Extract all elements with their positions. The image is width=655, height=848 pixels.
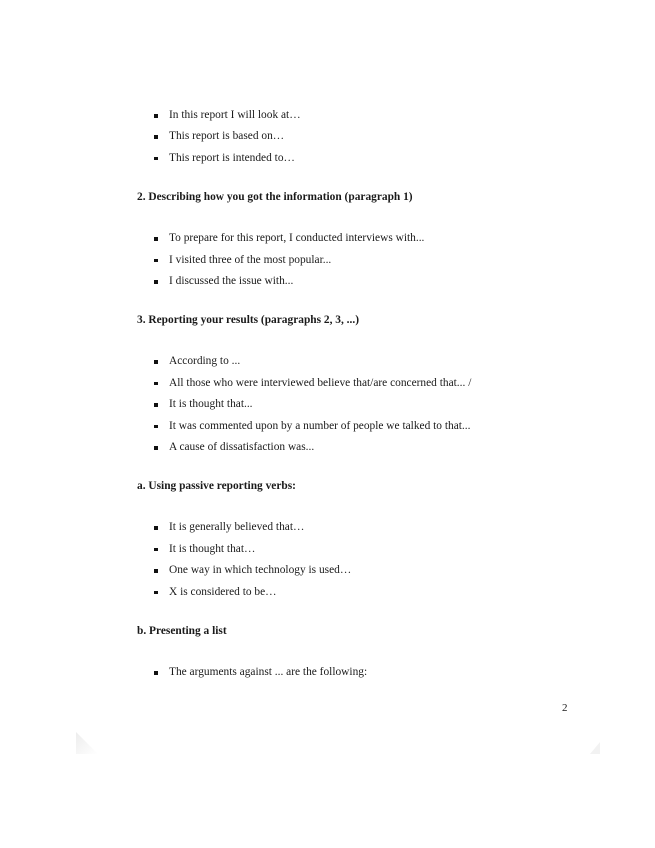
- page-corner-shadow: [590, 742, 600, 754]
- section-heading-presenting-list: b. Presenting a list: [137, 625, 227, 638]
- list-item: It is generally believed that…: [154, 517, 577, 538]
- list-item: It was commented upon by a number of people we talked to that...: [154, 416, 577, 437]
- list-item: I visited three of the most popular...: [154, 250, 577, 271]
- list-item: All those who were interviewed believe that/are concerned that... /: [154, 373, 577, 394]
- list-item: According to ...: [154, 351, 577, 372]
- intro-list: [137, 105, 577, 169]
- results-list: [137, 351, 577, 458]
- list-item: One way in which technology is used…: [154, 560, 577, 581]
- passive-verbs-list: [137, 517, 577, 603]
- list-item: In this report I will look at…: [154, 105, 577, 126]
- list-item: A cause of dissatisfaction was...: [154, 437, 577, 458]
- list-item: To prepare for this report, I conducted interviews with...: [154, 228, 577, 249]
- list-item: It is thought that...: [154, 394, 577, 415]
- list-item: I discussed the issue with...: [154, 271, 577, 292]
- list-item: This report is intended to…: [154, 148, 577, 169]
- section-heading-passive-verbs: a. Using passive reporting verbs:: [137, 480, 296, 493]
- list-item: It is thought that…: [154, 539, 577, 560]
- list-item: The arguments against ... are the following:: [154, 662, 577, 683]
- information-list: [137, 228, 577, 292]
- section-heading-information: 2. Describing how you got the information (paragraph 1): [137, 191, 413, 204]
- list-item: X is considered to be…: [154, 582, 577, 603]
- presenting-list: [137, 662, 577, 683]
- page-curl-shadow: [76, 732, 98, 754]
- section-heading-results: 3. Reporting your results (paragraphs 2, 3, ...): [137, 314, 360, 327]
- page-number: 2: [562, 702, 568, 714]
- list-item: This report is based on…: [154, 126, 577, 147]
- page-content: [137, 105, 577, 684]
